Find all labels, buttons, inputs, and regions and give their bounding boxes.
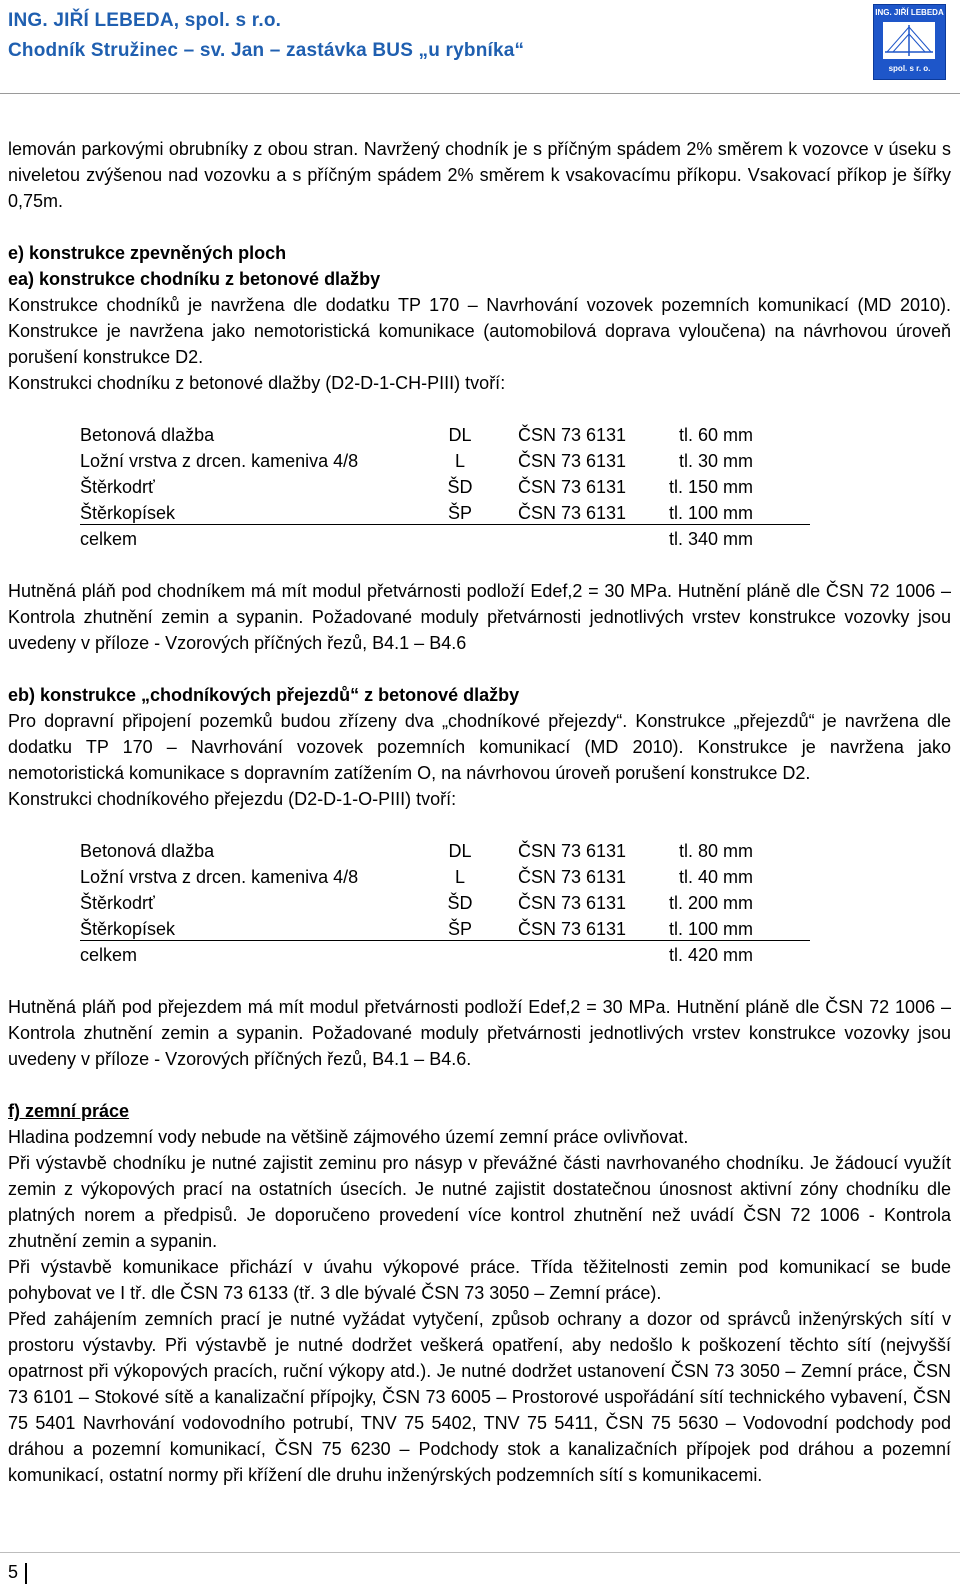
total-thickness: tl. 420 mm — [668, 945, 753, 965]
layer-thickness: tl. 150 mm — [668, 477, 753, 497]
company-logo — [873, 4, 946, 80]
table-row — [80, 916, 820, 942]
section-eb-paragraph-2: Konstrukci chodníkového přejezdu (D2-D-1-O-PIII) tvoří: — [8, 789, 457, 809]
section-ea-paragraph-3: Hutněná pláň pod chodníkem má mít modul přetvárnosti podloží Edef,2 = 30 MPa. Hutnění pláně dle ČSN 72 1006 – Kontrola zhutnění zemin a sypanin. Požadované moduly přetvárnosti jednotlivých vrstev konstrukce vozovky jsou uvedeny v příloze - Vzorových příčných řezů, B4.1 – B4.6 — [8, 581, 951, 653]
section-ea-paragraph-1: Konstrukce chodníků je navržena dle dodatku TP 170 – Navrhování vozovek pozemních komunikací (MD 2010). Konstrukce je navržena jako nemotoristická komunikace (automobilová doprava vyloučena) na návrhovou úroveň porušení konstrukce D2. — [8, 295, 951, 367]
table-row — [80, 422, 820, 448]
layers-table-prejezd — [80, 838, 951, 968]
layer-thickness: tl. 100 mm — [668, 919, 753, 939]
section-eb-heading — [8, 682, 951, 708]
layer-norm: ČSN 73 6131 — [518, 919, 627, 939]
section-eb-paragraph-1: Pro dopravní připojení pozemků budou zřízeny dva „chodníkové přejezdy“. Konstrukce „přejezdů“ je navržena dle dodatku TP 170 – Navrhování vozovek pozemních komunikací (MD 2010). Konstrukce je navržena jako nemotoristická komunikace s dopravním zatížením O, na návrhovou úroveň porušení konstrukce D2. — [8, 711, 951, 783]
section-eb-paragraph-3: Hutněná pláň pod přejezdem má mít modul přetvárnosti podloží Edef,2 = 30 MPa. Hutnění pláně dle ČSN 72 1006 – Kontrola zhutnění zemin a sypanin. Požadované moduly přetvárnosti jednotlivých vrstev konstrukce vozovky jsou uvedeny v příloze - Vzorových příčných řezů, B4.1 – B4.6. — [8, 997, 951, 1069]
section-f-paragraph-1: Hladina podzemní vody nebude na většině zájmového území zemní práce ovlivňovat. — [8, 1127, 689, 1147]
section-f-paragraph-4: Před zahájením zemních prací je nutné vyžádat vytyčení, způsob ochrany a dozor od správců inženýrských sítí v prostoru výstavby. Při výstavbě je nutné dodržet veškerá opatření, aby nedošlo k poškození těchto sítí (nejvyšší opatrnost při výkopových pracích, ruční výkopy atd.). Je nutné dodržet ustanovení ČSN 73 3050 – Zemní práce, ČSN 73 6101 – Stokové sítě a kanalizační přípojky, ČSN 73 6005 – Prostorové uspořádání sítí technického vybavení, ČSN 75 5401 Navrhování vodovodního potrubí, TNV 75 5402, TNV 75 5411, ČSN 75 5630 – Vodovodní podchody pod dráhou a pozemní komunikací, ČSN 75 6230 – Podchody stok a kanalizačních přípojek pod dráhou a pozemní komunikací, ostatní normy při křížení dle druhu inženýrských podzemních sítí s komunikacemi. — [8, 1309, 951, 1485]
layer-name: Betonová dlažba — [80, 841, 215, 861]
intro-paragraph: lemován parkovými obrubníky z obou stran. Navržený chodník je s příčným spádem 2% směrem k vozovce v úseku s niveletou zvýšenou nad vozovku a s příčným spádem 2% směrem k vsakovacímu příkopu. Vsakovací příkop je šířky 0,75m. — [8, 139, 951, 211]
logo-top-text: ING. JIŘÍ LEBEDA — [875, 8, 944, 17]
layer-norm: ČSN 73 6131 — [518, 477, 627, 497]
layer-code: ŠP — [447, 919, 472, 939]
layer-name: Ložní vrstva z drcen. kameniva 4/8 — [80, 867, 359, 887]
layer-name: Štěrkopísek — [80, 503, 176, 523]
page-number-bar — [25, 1563, 27, 1584]
table-row — [80, 890, 820, 916]
section-f-paragraph-2: Při výstavbě chodníku je nutné zajistit zeminu pro násyp v převážné části navrhovaného chodníku. Je žádoucí využít zemin z výkopových prací na ostatních úsecích. Je nutné zajistit dostatečnou únosnost aktivní zóny chodníku dle platných norem a předpisů. Je doporučeno provedení více kontrol zhutnění než uvádí ČSN 72 1006 - Kontrola zhutnění zemin a sypanin. — [8, 1153, 951, 1251]
layer-name: Ložní vrstva z drcen. kameniva 4/8 — [80, 451, 359, 471]
total-label: celkem — [80, 529, 138, 549]
table-row — [80, 500, 820, 526]
layer-norm: ČSN 73 6131 — [518, 503, 627, 523]
table-row — [80, 474, 820, 500]
layer-code: DL — [448, 425, 472, 445]
table-sum-rule — [80, 524, 810, 525]
project-title: Chodník Stružinec – sv. Jan – zastávka BUS „u rybníka“ — [8, 40, 525, 61]
layer-code: L — [454, 867, 465, 887]
layer-name: Betonová dlažba — [80, 425, 215, 445]
layer-code: DL — [448, 841, 472, 861]
document-body — [8, 136, 951, 1488]
layer-norm: ČSN 73 6131 — [518, 867, 627, 887]
page-number: 5 — [8, 1562, 19, 1582]
company-name: ING. JIŘÍ LEBEDA, spol. s r.o. — [8, 10, 282, 31]
table-row — [80, 448, 820, 474]
layer-norm: ČSN 73 6131 — [518, 841, 627, 861]
table-total-row — [80, 526, 820, 552]
table-row — [80, 838, 820, 864]
layer-norm: ČSN 73 6131 — [518, 451, 627, 471]
layer-thickness: tl. 60 mm — [678, 425, 753, 445]
layer-norm: ČSN 73 6131 — [518, 893, 627, 913]
layer-name: Štěrkodrť — [80, 477, 155, 497]
layer-thickness: tl. 30 mm — [678, 451, 753, 471]
layer-thickness: tl. 80 mm — [678, 841, 753, 861]
table-total-row — [80, 942, 820, 968]
layer-thickness: tl. 200 mm — [668, 893, 753, 913]
table-sum-rule — [80, 940, 810, 941]
section-ea-heading: ea) konstrukce chodníku z betonové dlažby — [8, 269, 381, 289]
layer-code: ŠP — [447, 503, 472, 523]
total-thickness: tl. 340 mm — [668, 529, 753, 549]
section-f-paragraph-3: Při výstavbě komunikace přichází v úvahu výkopové práce. Třída těžitelnosti zemin pod komunikací se bude pohybovat ve I tř. dle ČSN 73 6133 (tř. 3 dle bývalé ČSN 73 3050 – Zemní práce). — [8, 1257, 951, 1303]
layer-thickness: tl. 40 mm — [678, 867, 753, 887]
layer-code: L — [454, 451, 465, 471]
bridge-icon — [883, 22, 935, 59]
header-divider — [0, 93, 960, 94]
layers-table-chodnik — [80, 422, 951, 552]
footer-divider — [0, 1552, 960, 1553]
layer-code: ŠD — [447, 893, 473, 913]
layer-code: ŠD — [447, 477, 473, 497]
layer-name: Štěrkopísek — [80, 919, 176, 939]
logo-bottom-text: spol. s r. o. — [888, 64, 931, 73]
table-row — [80, 864, 820, 890]
page-header — [0, 0, 960, 90]
section-e-heading: e) konstrukce zpevněných ploch — [8, 243, 287, 263]
section-ea-paragraph-2: Konstrukci chodníku z betonové dlažby (D2-D-1-CH-PIII) tvoří: — [8, 373, 506, 393]
layer-thickness: tl. 100 mm — [668, 503, 753, 523]
layer-norm: ČSN 73 6131 — [518, 425, 627, 445]
section-eb-heading-text: eb) konstrukce „chodníkových přejezdů“ z betonové dlažby — [8, 685, 520, 705]
section-f-heading: f) zemní práce — [8, 1101, 130, 1121]
total-label: celkem — [80, 945, 138, 965]
layer-name: Štěrkodrť — [80, 893, 155, 913]
